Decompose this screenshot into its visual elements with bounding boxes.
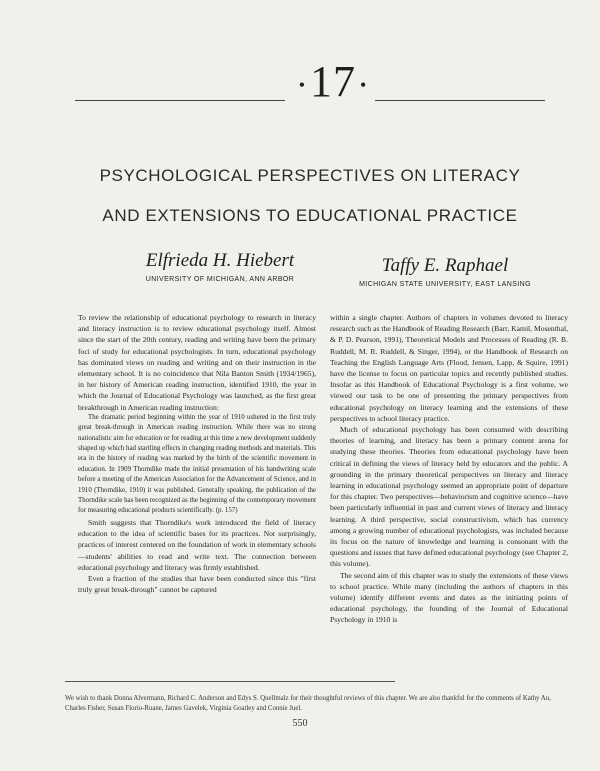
right-paragraph-2: Much of educational psychology has been consumed with describing theories of learning, and literacy has been a primary content arena for studying these theories. Theories from educational psychology have been critical in defining the views of literacy held by educators and the public. A grounding in the primary theoretical perspectives on literacy and literacy learning in educational psychology seemed an appropriate point of departure for this chapter. Two perspectives—behaviorism and cognitive science—have been particularly influential in past and current views of literacy and literacy learning. A third perspective, social constructivism, which has currency among a growing number of educational psychologists, was included because its focus on the nature of knowledge and learning is consonant with the questions and issues that have defined educational psychology (see Chapter 2, this volume). (330, 425, 568, 569)
header-rule-right (375, 100, 545, 101)
left-paragraph-1: To review the relationship of educational psychology to research in literacy and literacy instruction is to review educational psychology itself. Almost since the start of the 20th century, reading and writing have been the primary foci of study for educational psychologists. In turn, educational psychology has dominated views on reading and writing and on their instruction in the elementary school. It is no coincidence that Nila Banton Smith (1934/1965), in her history of American reading instruction, identified 1910, the year in which the Journal of Educational Psychology was launched, as the first great breakthrough in American reading instruction: (78, 313, 316, 412)
chapter-number (283, 56, 383, 107)
bullet-right: • (360, 75, 368, 96)
page-number: 550 (292, 718, 308, 729)
author-2-name: Taffy E. Raphael (381, 255, 509, 276)
footnote: We wish to thank Donna Alvermann, Richard C. Anderson and Edys S. Quellmalz for their thoughtful reviews of this chapter. We are also thankful for the comments of Kathy Au, Charles Fisher, Susan Florio-Ruane, James Gavelek, Virginia Goatley and Connie Juel. (65, 695, 551, 712)
chapter-header (75, 57, 545, 108)
block-quote: The dramatic period beginning within the year of 1910 ushered in the first truly great break-through in American reading instruction. While there was no strong nationalistic aim for education or for reading at this time a new development suddenly shaped up which had startling effects in changing reading methods and materials. This era in the history of reading was marked by the birth of the scientific movement in education. In 1909 Thorndike made the initial presentation of his handwriting scale before a meeting of the American Association for the Advancement of Science, and in 1910 (Thorndike, 1910) it was published. Generally speaking, the publication of the Thorndike scale has been recognized as the beginning of the contemporary movement for measuring educational products scientifically. (p. 157) (78, 413, 316, 515)
author-1-affiliation: UNIVERSITY OF MICHIGAN, ANN ARBOR (145, 276, 295, 283)
left-paragraph-3: Even a fraction of the studies that have been conducted since this "first truly great break-through" cannot be captured (78, 573, 316, 595)
right-paragraph-1: within a single chapter. Authors of chapters in volumes devoted to literacy research such as the Handbook of Reading Research (Barr, Kamil, Mosenthal, & P. D. Pearson, 1991), Theoretical Models and Processes of Reading (R. B. Ruddell, M. R. Ruddell, & Singer, 1994), or the Handbook of Research on Teaching the English Language Arts (Flood, Jensen, Lapp, & Squire, 1991) have the license to focus on particular topics and recently published studies. Insofar as this Handbook of Educational Psychology is a first volume, we viewed our task to be one of presenting the primary perspectives from educational psychology on literacy learning and the extensions of these perspectives to school literacy practice. (330, 313, 568, 423)
chapter-number-text: 17 (310, 57, 356, 106)
left-column (78, 312, 316, 595)
right-paragraph-3: The second aim of this chapter was to study the extensions of these views to school practice. While many (including the authors of chapters in this volume) identify different events and dates as the initiating points of educational psychology, the founding of the Journal of Educational Psychology in 1910 is (330, 570, 568, 625)
left-paragraph-2: Smith suggests that Thorndike's work introduced the field of literacy education to the idea of scientific bases for its practices. Not surprisingly, practices of interest centered on the foundation of work in elementary schools—students' abilities to read and write text. The connection between educational psychology and literacy was firmly established. (78, 517, 316, 572)
footnote-rule (65, 681, 395, 682)
author-2 (340, 255, 550, 288)
chapter-title-line-2: AND EXTENSIONS TO EDUCATIONAL PRACTICE (102, 206, 518, 225)
header-rule-left (75, 100, 285, 101)
author-1 (120, 250, 320, 283)
bullet-left: • (298, 75, 306, 96)
author-1-name: Elfrieda H. Hiebert (145, 250, 295, 271)
author-2-affiliation: MICHIGAN STATE UNIVERSITY, EAST LANSING (359, 281, 531, 288)
right-column (330, 312, 568, 626)
chapter-title-line-1: PSYCHOLOGICAL PERSPECTIVES ON LITERACY (99, 166, 521, 185)
